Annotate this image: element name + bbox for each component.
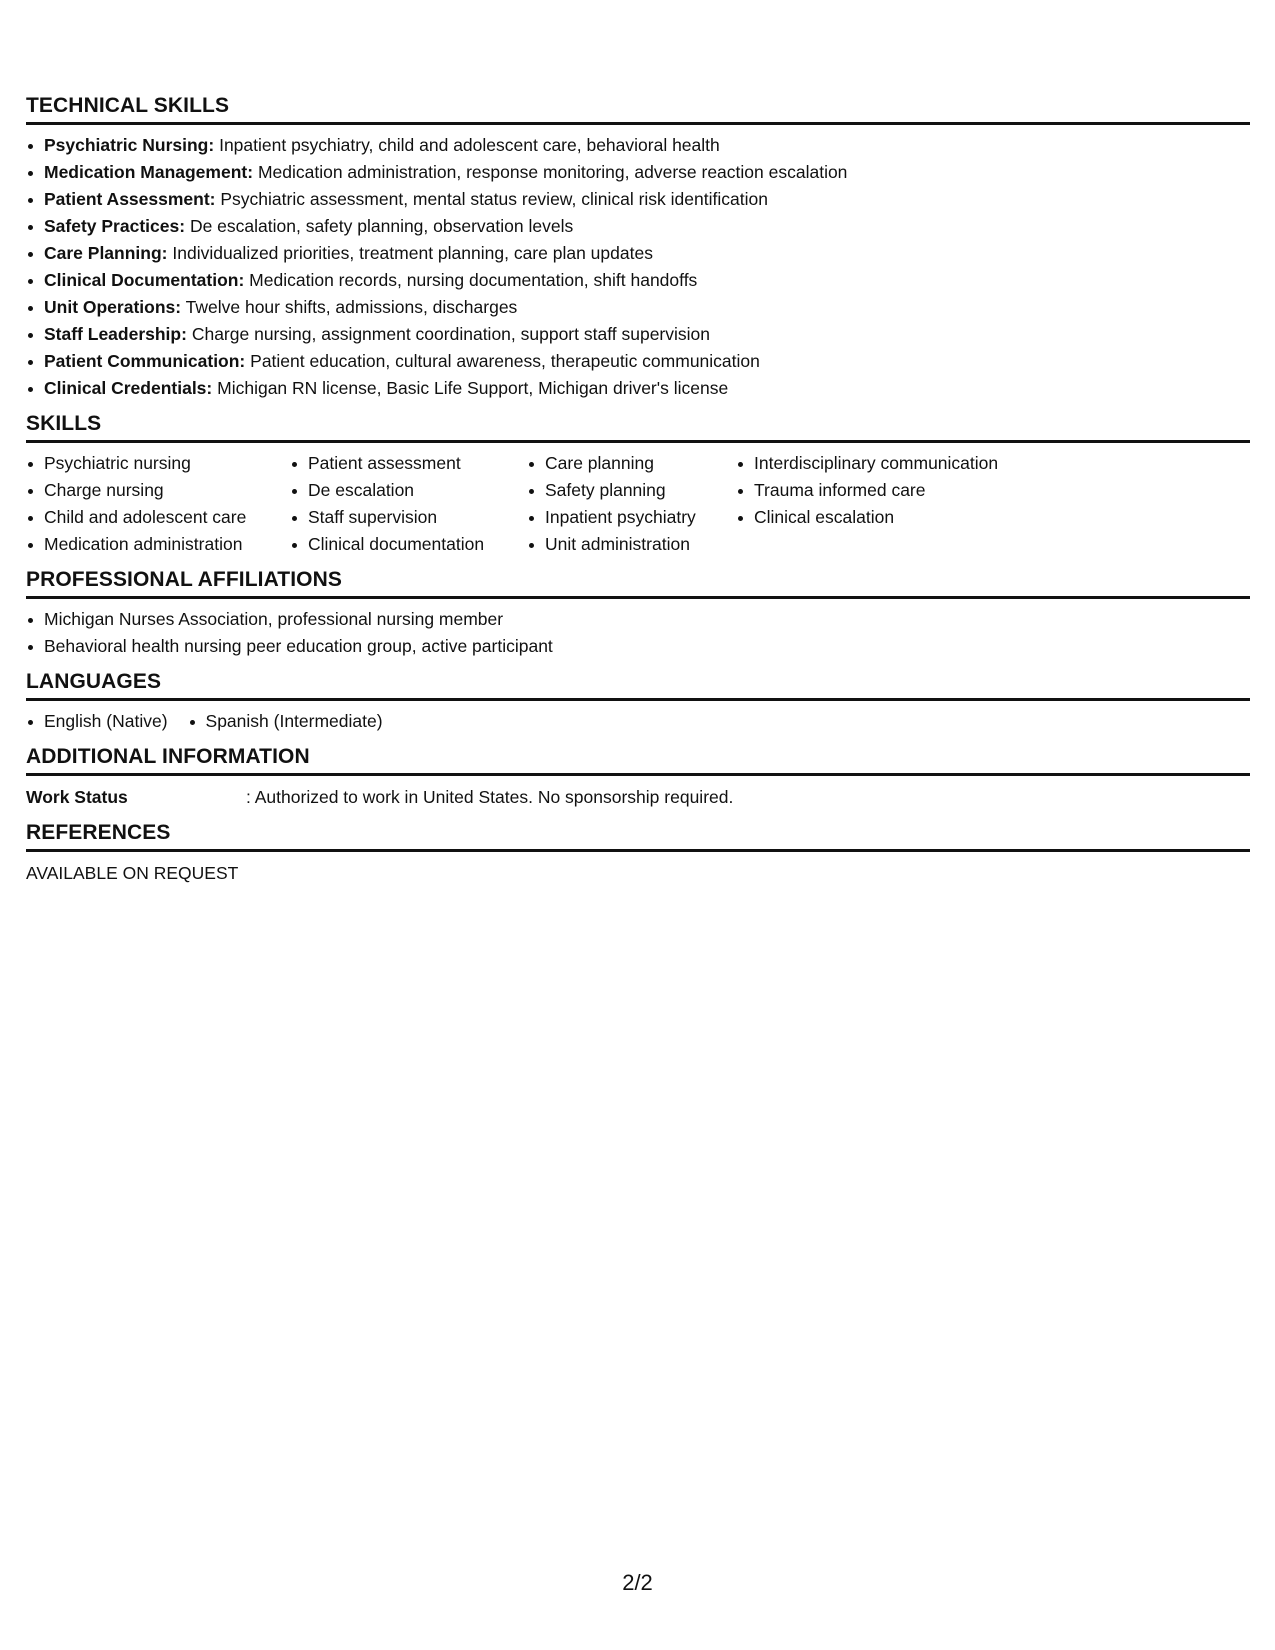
list-item: Medication administration bbox=[26, 531, 290, 558]
list-item: Staff supervision bbox=[290, 504, 527, 531]
section-title-technical-skills: TECHNICAL SKILLS bbox=[26, 94, 230, 117]
list-item: Safety planning bbox=[527, 477, 736, 504]
list-item bbox=[26, 375, 1250, 402]
list-item: Psychiatric nursing bbox=[26, 450, 290, 477]
list-item: De escalation bbox=[290, 477, 527, 504]
technical-skills-section bbox=[26, 94, 1250, 402]
list-item: Clinical escalation bbox=[736, 504, 1056, 531]
skill-category-text: Charge nursing, assignment coordination, support staff supervision bbox=[191, 324, 710, 344]
list-item bbox=[26, 348, 1250, 375]
skill-category-text: Patient education, cultural awareness, therapeutic communication bbox=[250, 351, 760, 371]
section-divider bbox=[26, 773, 1250, 776]
section-divider bbox=[26, 440, 1250, 443]
skills-section bbox=[26, 412, 1250, 558]
technical-skills-list bbox=[26, 132, 1250, 402]
skills-column-2 bbox=[290, 450, 527, 558]
list-item: Clinical documentation bbox=[290, 531, 527, 558]
skill-category-label: Clinical Documentation: bbox=[44, 270, 245, 290]
section-divider bbox=[26, 698, 1250, 701]
list-item: Care planning bbox=[527, 450, 736, 477]
list-item: English (Native) bbox=[26, 708, 168, 735]
work-status-label: Work Status bbox=[26, 787, 128, 807]
list-item bbox=[26, 132, 1250, 159]
skill-category-text: Inpatient psychiatry, child and adolescent care, behavioral health bbox=[219, 135, 720, 155]
work-status-value: : Authorized to work in United States. No sponsorship required. bbox=[246, 787, 734, 807]
section-title-languages: LANGUAGES bbox=[26, 670, 162, 693]
list-item: Behavioral health nursing peer education group, active participant bbox=[26, 633, 1250, 660]
section-divider bbox=[26, 849, 1250, 852]
skill-category-text: Medication administration, response monitoring, adverse reaction escalation bbox=[257, 162, 848, 182]
page-number: 2/2 bbox=[622, 1570, 653, 1595]
skill-category-text: Medication records, nursing documentation, shift handoffs bbox=[249, 270, 698, 290]
work-status-row bbox=[26, 784, 1250, 811]
list-item bbox=[26, 267, 1250, 294]
skill-category-label: Safety Practices: bbox=[44, 216, 186, 236]
affiliations-section bbox=[26, 568, 1250, 660]
skill-category-text: De escalation, safety planning, observation levels bbox=[189, 216, 574, 236]
list-item bbox=[26, 186, 1250, 213]
list-item bbox=[26, 321, 1250, 348]
list-item: Patient assessment bbox=[290, 450, 527, 477]
section-title-affiliations: PROFESSIONAL AFFILIATIONS bbox=[26, 568, 342, 591]
list-item bbox=[26, 294, 1250, 321]
list-item: Charge nursing bbox=[26, 477, 290, 504]
list-item: Unit administration bbox=[527, 531, 736, 558]
skill-category-text: Michigan RN license, Basic Life Support, Michigan driver's license bbox=[217, 378, 729, 398]
affiliations-list bbox=[26, 606, 1250, 660]
list-item: Inpatient psychiatry bbox=[527, 504, 736, 531]
resume-page bbox=[26, 94, 1250, 887]
skill-category-label: Care Planning: bbox=[44, 243, 168, 263]
skills-column-1 bbox=[26, 450, 290, 558]
skill-category-text: Twelve hour shifts, admissions, discharges bbox=[185, 297, 518, 317]
list-item: Michigan Nurses Association, professional nursing member bbox=[26, 606, 1250, 633]
section-divider bbox=[26, 596, 1250, 599]
section-title-skills: SKILLS bbox=[26, 412, 102, 435]
list-item bbox=[26, 159, 1250, 186]
list-item: Trauma informed care bbox=[736, 477, 1056, 504]
skill-category-label: Psychiatric Nursing: bbox=[44, 135, 215, 155]
list-item: Spanish (Intermediate) bbox=[188, 708, 383, 735]
skill-category-text: Psychiatric assessment, mental status review, clinical risk identification bbox=[220, 189, 768, 209]
skill-category-label: Medication Management: bbox=[44, 162, 254, 182]
languages-section bbox=[26, 670, 1250, 735]
skill-category-label: Patient Assessment: bbox=[44, 189, 216, 209]
list-item: Child and adolescent care bbox=[26, 504, 290, 531]
languages-list bbox=[26, 708, 1250, 735]
section-title-additional-info: ADDITIONAL INFORMATION bbox=[26, 745, 310, 768]
list-item bbox=[26, 240, 1250, 267]
skills-column-4 bbox=[736, 450, 1056, 558]
skills-column-3 bbox=[527, 450, 736, 558]
references-section bbox=[26, 821, 1250, 887]
list-item: Interdisciplinary communication bbox=[736, 450, 1056, 477]
list-item bbox=[26, 213, 1250, 240]
section-divider bbox=[26, 122, 1250, 125]
skill-category-label: Patient Communication: bbox=[44, 351, 246, 371]
skill-category-label: Clinical Credentials: bbox=[44, 378, 213, 398]
skill-category-text: Individualized priorities, treatment planning, care plan updates bbox=[172, 243, 653, 263]
references-text: AVAILABLE ON REQUEST bbox=[26, 863, 239, 883]
skills-columns bbox=[26, 450, 1250, 558]
additional-info-section bbox=[26, 745, 1250, 811]
skill-category-label: Staff Leadership: bbox=[44, 324, 187, 344]
skill-category-label: Unit Operations: bbox=[44, 297, 182, 317]
section-title-references: REFERENCES bbox=[26, 821, 171, 844]
